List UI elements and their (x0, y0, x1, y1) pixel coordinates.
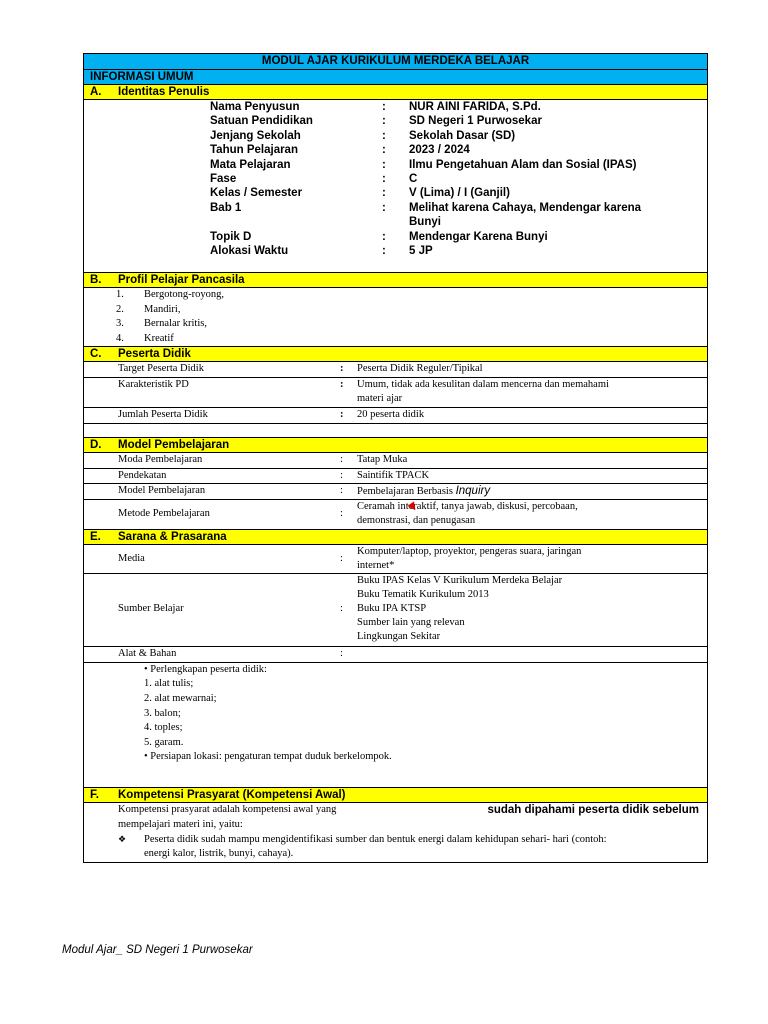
list-item (84, 288, 707, 303)
colon: : (340, 603, 343, 615)
table-row (84, 647, 707, 663)
identity-key: Kelas / Semester (210, 187, 303, 200)
identity-table (84, 100, 707, 273)
section-number: E. (90, 530, 101, 543)
identity-value: Sekolah Dasar (SD) (409, 129, 516, 142)
colon: : (382, 187, 386, 200)
row-label: Karakteristik PD (118, 379, 189, 391)
row-value: Tatap Muka (357, 454, 408, 466)
row-label: Jumlah Peserta Didik (118, 409, 208, 421)
section-title: Sarana & Prasarana (118, 530, 227, 543)
identity-value: 2023 / 2024 (409, 144, 470, 157)
table-row (84, 469, 707, 485)
table-row (84, 500, 707, 530)
colon: : (382, 129, 386, 142)
row-value: Komputer/laptop, proyektor, pengeras suara, jaringan (357, 545, 582, 557)
section-title: Model Pembelajaran (118, 439, 230, 452)
section-number: A. (90, 86, 102, 98)
general-info-header: INFORMASI UMUM (84, 70, 707, 85)
spacer (84, 258, 707, 272)
table-row (84, 408, 707, 424)
section-number: D. (90, 439, 102, 452)
row-value: Ceramah interaktif, tanya jawab, diskusi, percobaan, (357, 500, 578, 512)
list-item: 5. garam. (144, 736, 184, 748)
pancasila-list (84, 288, 707, 347)
row-value: 20 peserta didik (357, 409, 425, 421)
identity-value: Ilmu Pengetahuan Alam dan Sosial (IPAS) (409, 158, 637, 171)
row-label: Target Peserta Didik (118, 363, 204, 375)
identity-key: Nama Penyusun (210, 101, 300, 113)
section-a-header (84, 85, 707, 100)
row-value-text: Pembelajaran Berbasis (357, 486, 456, 498)
table-row (84, 484, 707, 500)
row-label: Moda Pembelajaran (118, 454, 203, 466)
source-line: Buku IPA KTSP (357, 603, 427, 615)
section-number: B. (90, 274, 102, 287)
identity-key: Mata Pelajaran (210, 158, 291, 171)
intro-line (118, 803, 699, 818)
item-number: 3. (116, 318, 124, 330)
colon: : (382, 101, 386, 113)
identity-key: Satuan Pendidikan (210, 115, 313, 128)
colon: : (382, 201, 386, 214)
intro-emphasis: sudah dipahami peserta didik sebelum (487, 803, 699, 816)
row-label: Media (118, 552, 145, 564)
identity-row (84, 143, 707, 157)
source-line: Lingkungan Sekitar (357, 631, 441, 643)
item-number: 4. (116, 332, 124, 344)
identity-row (84, 186, 707, 200)
identity-row (84, 230, 707, 244)
bullet-text-cont: energi kalor, listrik, bunyi, cahaya). (144, 847, 294, 859)
bullet-text: Peserta didik sudah mampu mengidentifikasi sumber dan bentuk energi dalam kehidupan sehari- hari (contoh: (144, 833, 607, 845)
colon: : (340, 485, 343, 497)
item-number: 1. (116, 289, 124, 301)
colon: : (382, 144, 386, 157)
identity-row (84, 114, 707, 128)
materials-list (84, 663, 707, 788)
colon: : (340, 552, 343, 564)
table-row (84, 378, 707, 408)
section-title: Kompetensi Prasyarat (Kompetensi Awal) (118, 788, 346, 801)
colon: : (382, 244, 386, 257)
identity-row (84, 201, 707, 230)
row-label: Pendekatan (118, 469, 167, 481)
list-item (84, 332, 707, 347)
colon: : (340, 648, 343, 660)
list-item (84, 317, 707, 332)
prerequisite-text (84, 803, 707, 862)
source-line: Buku IPAS Kelas V Kurikulum Merdeka Belajar (357, 575, 563, 587)
identity-row (84, 158, 707, 172)
identity-key: Fase (210, 172, 237, 185)
row-label: Alat & Bahan (118, 648, 177, 660)
identity-key: Topik D (210, 230, 252, 243)
identity-value: SD Negeri 1 Purwosekar (409, 115, 542, 128)
row-value-italic: Inquiry (455, 485, 491, 498)
source-line: Buku Tematik Kurikulum 2013 (357, 589, 489, 601)
table-row (84, 574, 707, 647)
list-item: • Persiapan lokasi: pengaturan tempat duduk berkelompok. (144, 751, 392, 763)
row-label: Model Pembelajaran (118, 485, 206, 497)
list-item: 3. balon; (144, 707, 181, 719)
item-text: Mandiri, (144, 303, 181, 315)
identity-value: 5 JP (409, 244, 433, 257)
list-item: 1. alat tulis; (144, 678, 194, 690)
section-title: Profil Pelajar Pancasila (118, 274, 245, 287)
identity-value: NUR AINI FARIDA, S.Pd. (409, 101, 541, 113)
item-number: 2. (116, 303, 124, 315)
colon: : (340, 409, 344, 421)
table-row (84, 453, 707, 469)
intro-text: Kompetensi prasyarat adalah kompetensi awal yang (118, 803, 337, 815)
identity-value: C (409, 172, 418, 185)
identity-value: V (Lima) / I (Ganjil) (409, 187, 510, 200)
row-label: Sumber Belajar (118, 603, 184, 615)
section-title: Peserta Didik (118, 348, 191, 361)
item-text: Kreatif (144, 332, 174, 344)
colon: : (382, 158, 386, 171)
spacer (84, 424, 707, 438)
identity-key: Tahun Pelajaran (210, 144, 298, 157)
section-c-header (84, 347, 707, 362)
row-value-cont: internet* (357, 559, 395, 571)
list-item: 4. toples; (144, 722, 183, 734)
item-text: Bernalar kritis, (144, 318, 207, 330)
identity-value: Melihat karena Cahaya, Mendengar karena (409, 201, 642, 214)
table-row (84, 362, 707, 378)
intro-text-cont: mempelajari materi ini, yaitu: (118, 818, 243, 830)
colon: : (340, 469, 343, 481)
identity-row (84, 172, 707, 186)
section-e-header (84, 530, 707, 545)
page-footer: Modul Ajar_ SD Negeri 1 Purwosekar (62, 944, 253, 956)
row-value-cont: demonstrasi, dan penugasan (357, 514, 476, 526)
colon: : (340, 507, 343, 519)
list-item: • Perlengkapan peserta didik: (144, 663, 267, 675)
list-item: 2. alat mewarnai; (144, 693, 217, 704)
identity-row (84, 244, 707, 258)
diamond-bullet-icon: ❖ (118, 834, 127, 845)
colon: : (382, 172, 386, 185)
identity-value-cont: Bunyi (409, 216, 441, 229)
row-value: Umum, tidak ada kesulitan dalam mencerna dan memahami (357, 379, 609, 391)
row-value-cont: materi ajar (357, 393, 403, 405)
section-number: F. (90, 788, 99, 801)
identity-key: Alokasi Waktu (210, 244, 289, 257)
colon: : (382, 230, 386, 243)
row-value: Peserta Didik Reguler/Tipikal (357, 363, 483, 375)
bullet-item (118, 833, 699, 861)
identity-row (84, 129, 707, 143)
colon: : (340, 363, 344, 375)
row-value: Saintifik TPACK (357, 469, 430, 481)
colon: : (382, 115, 386, 128)
colon: : (340, 379, 344, 391)
section-b-header (84, 273, 707, 288)
table-row (84, 545, 707, 575)
section-f-header (84, 788, 707, 803)
module-title: MODUL AJAR KURIKULUM MERDEKA BELAJAR (84, 54, 707, 70)
section-d-header (84, 438, 707, 453)
section-number: C. (90, 348, 102, 361)
module-document (83, 53, 708, 863)
identity-value: Mendengar Karena Bunyi (409, 230, 548, 243)
source-line: Sumber lain yang relevan (357, 617, 465, 629)
identity-key: Jenjang Sekolah (210, 129, 301, 142)
colon: : (340, 454, 343, 466)
identity-row (84, 100, 707, 114)
item-text: Bergotong-royong, (144, 289, 225, 301)
row-value (357, 484, 702, 499)
row-label: Metode Pembelajaran (118, 507, 210, 519)
section-title: Identitas Penulis (118, 86, 210, 98)
list-item (84, 303, 707, 318)
identity-key: Bab 1 (210, 201, 242, 214)
